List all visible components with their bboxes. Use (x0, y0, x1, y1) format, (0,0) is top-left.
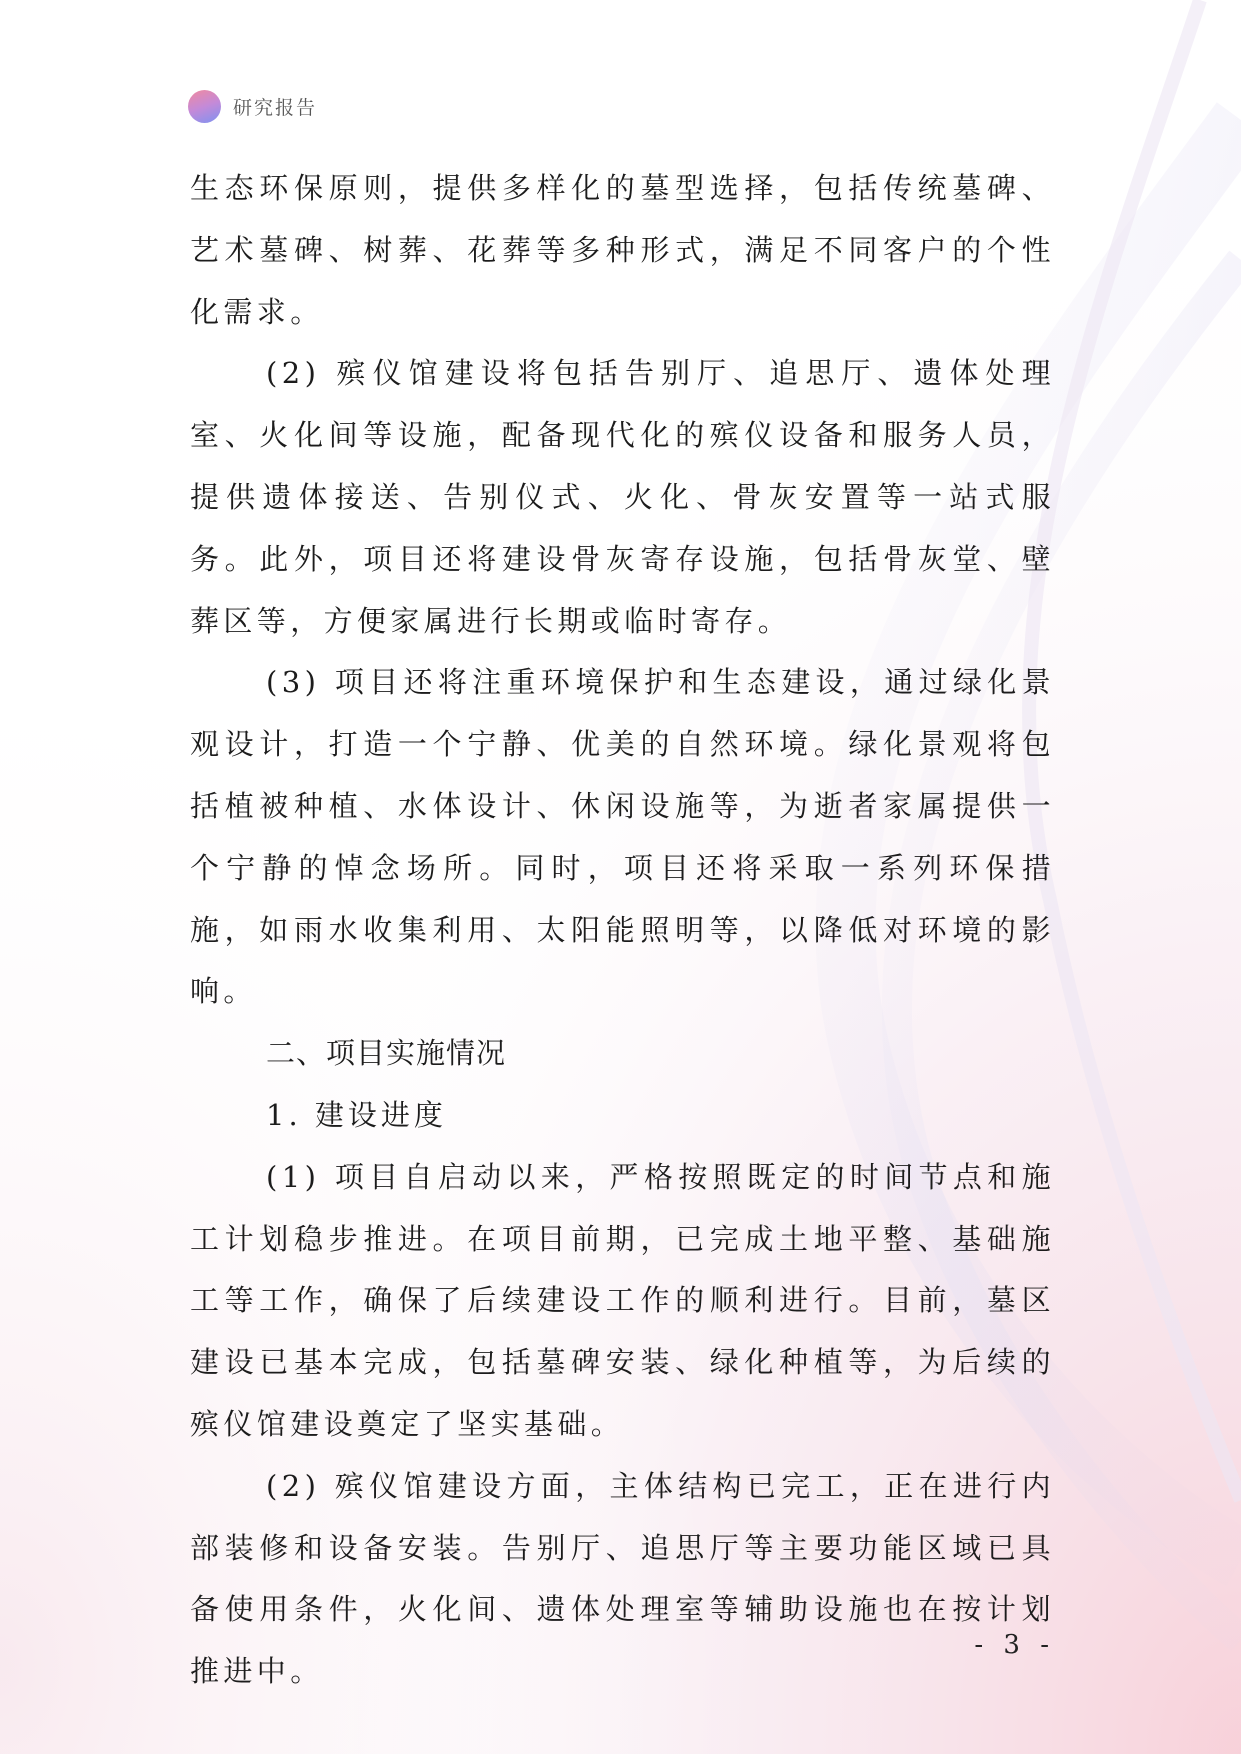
page-header (188, 89, 317, 123)
logo-circle-icon (188, 90, 221, 123)
subsection-heading: 1. 建设进度 (266, 1097, 447, 1132)
paragraph-5: (2) 殡仪馆建设方面，主体结构已完工，正在进行内部装修和设备安装。告别厅、追思厅等主要功能区域已具备使用条件，火化间、遗体处理室等辅助设施也在按计划推进中。 (190, 1468, 1055, 1689)
paragraph-4: (1) 项目自启动以来，严格按照既定的时间节点和施工计划稳步推进。在项目前期，已完成土地平整、基础施工等工作，确保了后续建设工作的顺利进行。目前，墓区建设已基本完成，包括墓碑安装、绿化种植等，为后续的殡仪馆建设奠定了坚实基础。 (190, 1159, 1055, 1441)
page-number: - 3 - (974, 1630, 1055, 1660)
paragraph-1: 生态环保原则，提供多样化的墓型选择，包括传统墓碑、艺术墓碑、树葬、花葬等多种形式，满足不同客户的个性化需求。 (190, 171, 1055, 329)
section-heading: 二、项目实施情况 (266, 1036, 507, 1071)
document-body (190, 158, 1055, 1703)
header-title: 研究报告 (233, 96, 318, 119)
paragraph-3: (3) 项目还将注重环境保护和生态建设，通过绿化景观设计，打造一个宁静、优美的自然环境。绿化景观将包括植被种植、水体设计、休闲设施等，为逝者家属提供一个宁静的悼念场所。同时，项目还将采取一系列环保措施，如雨水收集利用、太阳能照明等，以降低对环境的影响。 (190, 665, 1055, 1009)
paragraph-2: (2) 殡仪馆建设将包括告别厅、追思厅、遗体处理室、火化间等设施，配备现代化的殡仪设备和服务人员，提供遗体接送、告别仪式、火化、骨灰安置等一站式服务。此外，项目还将建设骨灰寄存设施，包括骨灰堂、壁葬区等，方便家属进行长期或临时寄存。 (190, 356, 1055, 638)
